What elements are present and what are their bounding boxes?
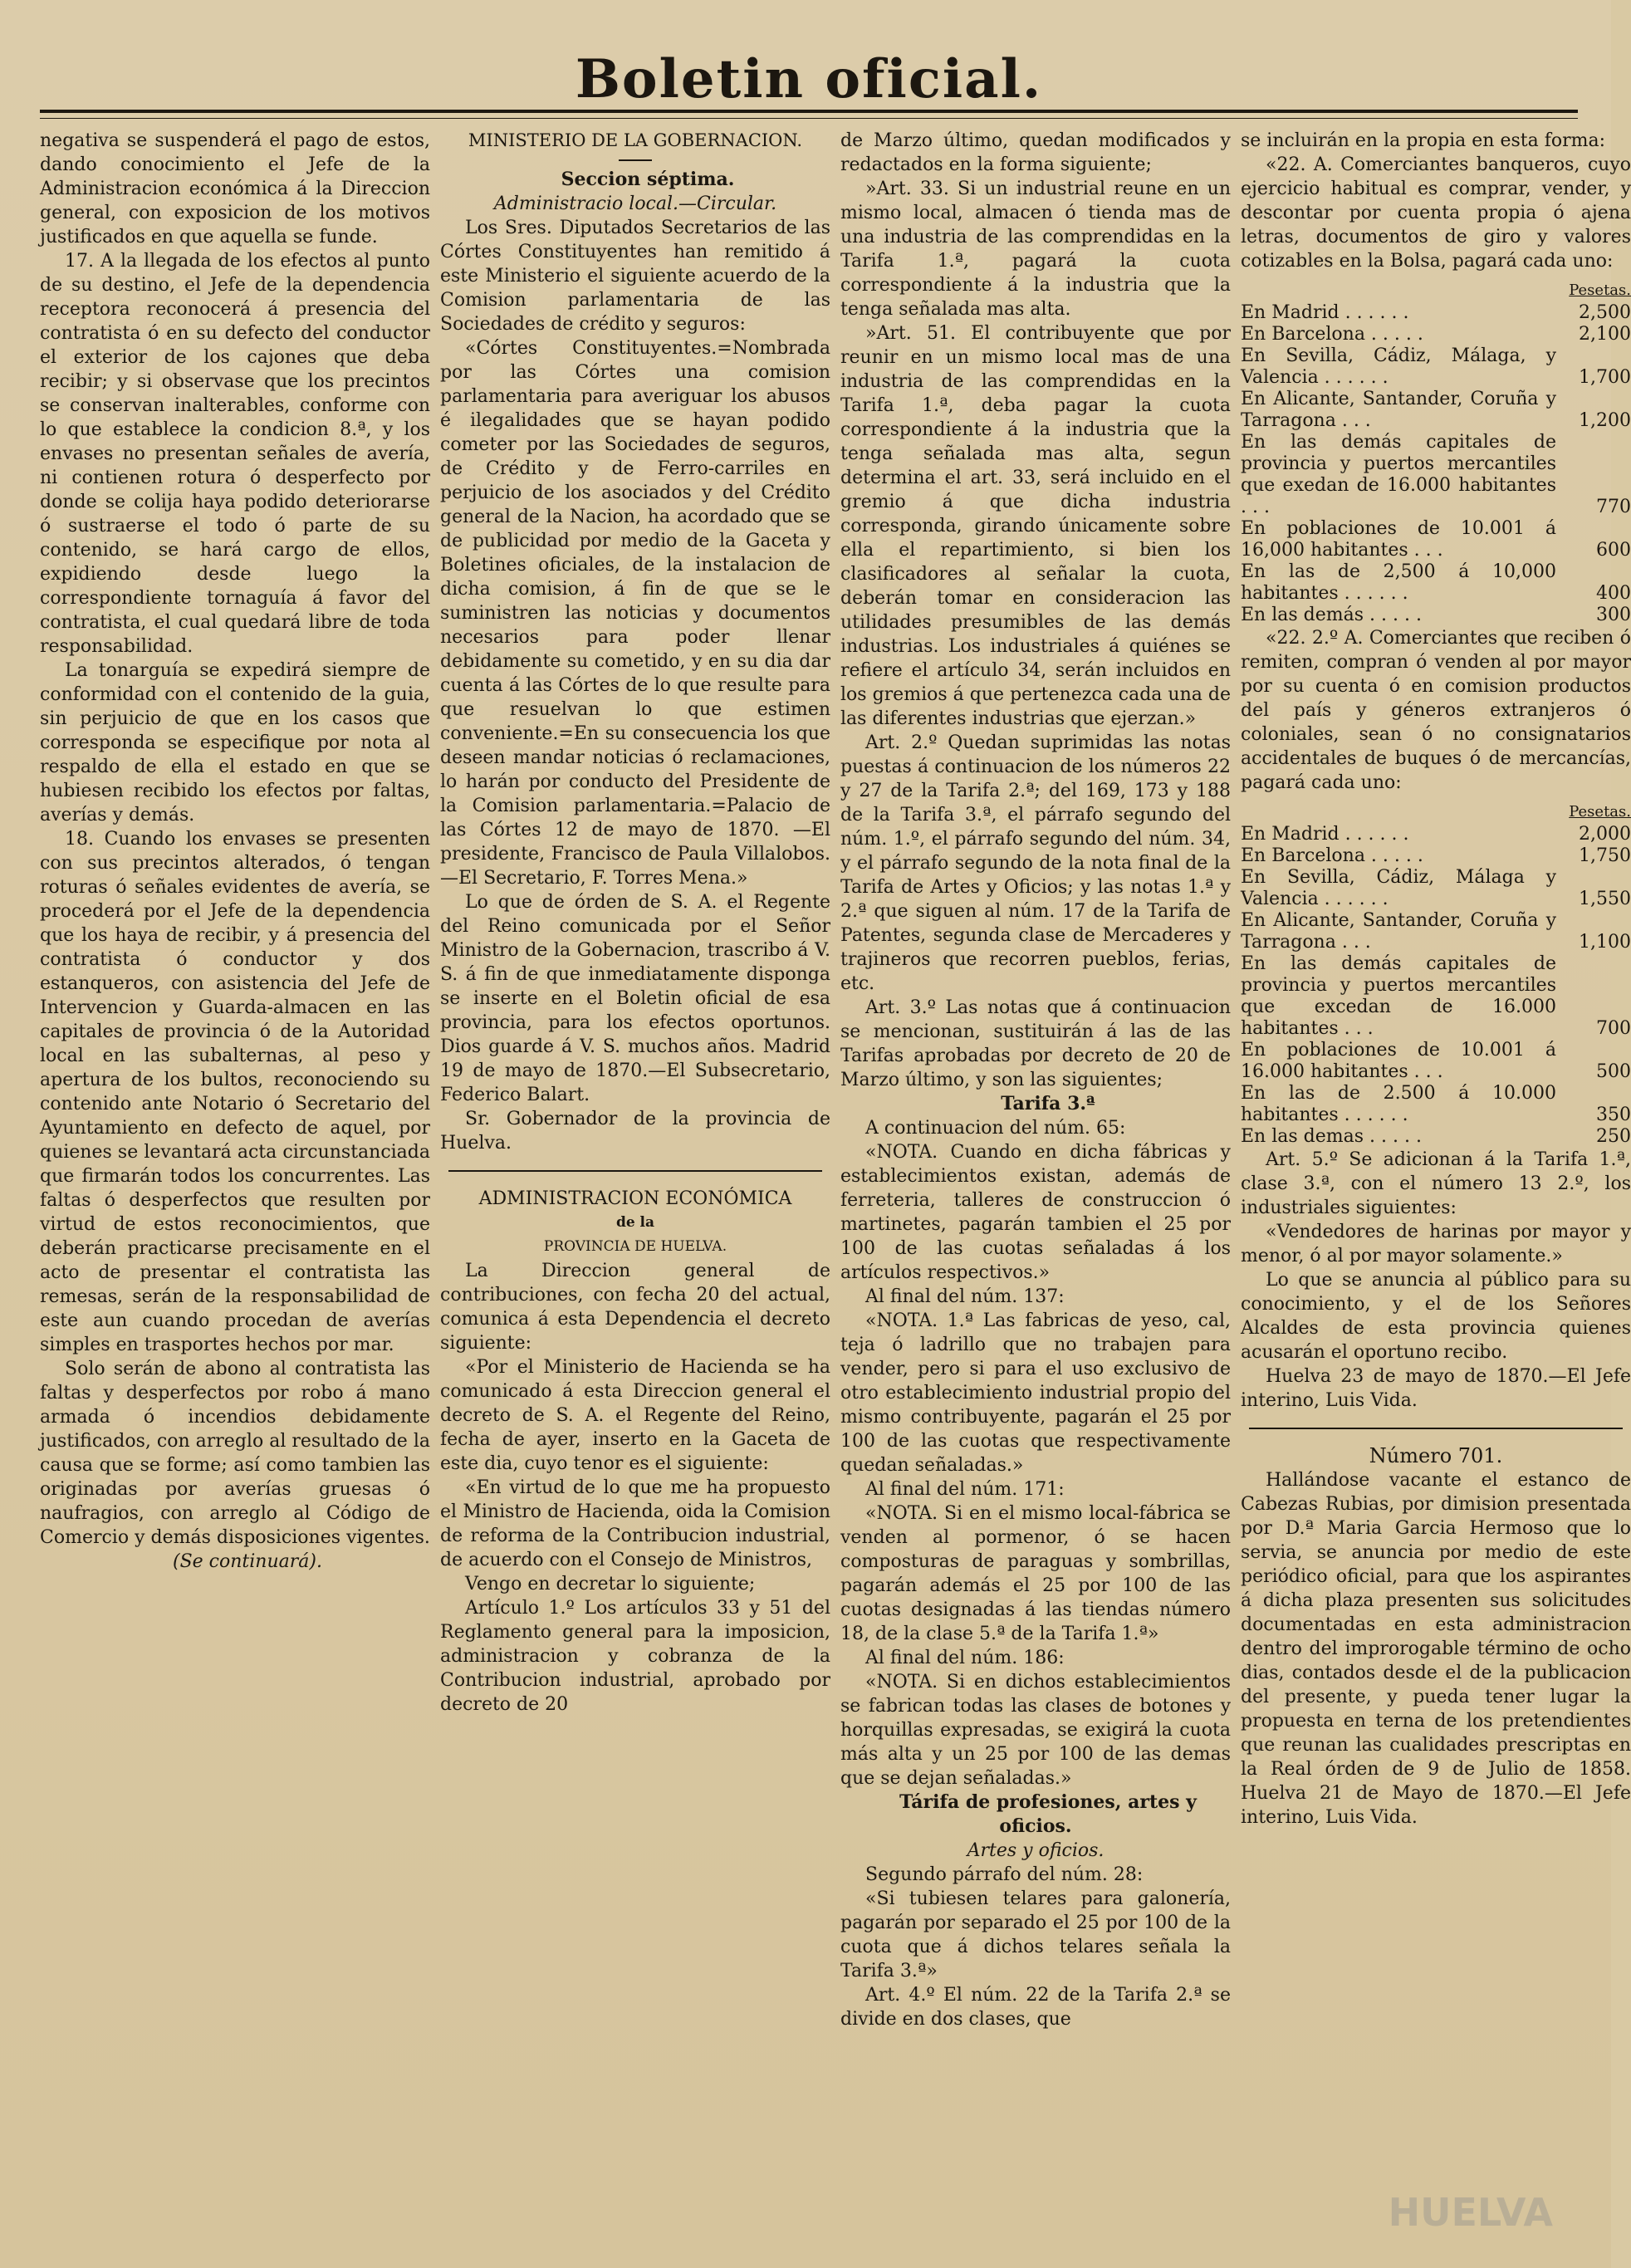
admin-province: PROVINCIA DE HUELVA.	[543, 1238, 727, 1255]
paragraph: A continuacion del núm. 65:	[865, 1118, 1126, 1139]
ministry-heading: MINISTERIO DE LA GOBERNACION.	[468, 130, 803, 150]
numero-heading: Número 701.	[1369, 1444, 1503, 1467]
table-cell-value: 400	[1596, 583, 1631, 604]
column-3	[840, 129, 1231, 2255]
watermark-label: HUELVA	[1388, 2190, 1553, 2235]
section-divider	[1249, 1428, 1623, 1429]
column-4	[1241, 129, 1631, 2255]
table-header: Pesetas.	[1569, 803, 1631, 820]
continue-note: (Se continuará).	[173, 1551, 322, 1572]
paragraph: La tonarguía se expedirá siempre de conformidad con el contenido de la guia, sin perjuicio de que en los casos que corresponda se especifique por nota al respaldo de ella el estado en que se hubiesen recibido los efectos por faltas, averías y demás.	[40, 660, 430, 825]
table-cell-label: En Barcelona . . . . .	[1241, 324, 1423, 345]
short-rule	[619, 159, 652, 161]
paragraph: Art. 5.º Se adicionan á la Tarifa 1.ª, clase 3.ª, con el número 13 2.º, los industriales siguientes:	[1241, 1149, 1631, 1218]
paragraph: negativa se suspenderá el pago de estos, dando conocimiento el Jefe de la Administracion económica á la Direccion general, con exposicion de los motivos justificados en que aquella se funde.	[40, 130, 430, 247]
table-row	[1241, 605, 1631, 626]
table-row	[1241, 1126, 1631, 1148]
table-cell-label: En las demás . . . . .	[1241, 605, 1422, 625]
paragraph: «NOTA. Si en dichos establecimientos se fabrican todas las clases de botones y horquillas expresadas, se exigirá la cuota más alta y un 25 por 100 de las demas que se dejan señaladas.»	[840, 1672, 1231, 1789]
table-row	[1241, 561, 1631, 605]
table-row	[1241, 845, 1631, 867]
table-cell-value: 300	[1596, 605, 1631, 625]
paragraph: Artículo 1.º Los artículos 33 y 51 del Reglamento general para la imposicion, administracion y cobranza de la Contribucion industrial, aprobado por decreto de 20	[440, 1598, 830, 1715]
paragraph: «En virtud de lo que me ha propuesto el Ministro de Hacienda, oida la Comision de reforma de la Contribucion industrial, de acuerdo con el Consejo de Ministros,	[440, 1477, 830, 1570]
table-cell-label: En las de 2,500 á 10,000 habitantes . . . . . .	[1241, 561, 1556, 604]
table-cell-value: 1,200	[1579, 410, 1631, 431]
table-cell-value: 2,000	[1579, 824, 1631, 845]
table-cell-label: En las demás capitales de provincia y puertos mercantiles que excedan de 16.000 habitantes . . .	[1241, 953, 1556, 1039]
table-cell-value: 250	[1596, 1126, 1631, 1147]
tarifa-profesiones-heading: Tárifa de profesiones, artes y oficios.	[899, 1791, 1197, 1837]
table-cell-label: En las de 2.500 á 10.000 habitantes . . . . . .	[1241, 1083, 1556, 1125]
table-cell-label: En Barcelona . . . . .	[1241, 845, 1423, 866]
paragraph: «Vendedores de harinas por mayor y menor, ó al por mayor solamente.»	[1241, 1222, 1631, 1266]
table-cell-label: En poblaciones de 10.001 á 16,000 habitantes . . .	[1241, 518, 1556, 561]
table-cell-label: En Alicante, Santander, Coruña y Tarragona . . .	[1241, 910, 1556, 953]
table-row	[1241, 867, 1631, 910]
table-cell-label: En las demás capitales de provincia y puertos mercantiles que exedan de 16.000 habitantes . . .	[1241, 432, 1556, 517]
paragraph: Solo serán de abono al contratista las faltas y desperfectos por robo á mano armada ó incendios debidamente justificados, con arreglo al resultado de la causa que se forme; así como tambien las originadas por averías gruesas ó naufragios, con arreglo al Código de Comercio y demás disposiciones vigentes.	[40, 1359, 430, 1548]
tariff-table-2	[1241, 824, 1631, 1148]
table-cell-label: En poblaciones de 10.001 á 16.000 habitantes . . .	[1241, 1040, 1556, 1082]
paragraph: de Marzo último, quedan modificados y redactados en la forma siguiente;	[840, 130, 1231, 175]
table-cell-value: 770	[1596, 497, 1631, 517]
table-cell-value: 1,750	[1579, 845, 1631, 866]
table-header: Pesetas.	[1569, 282, 1631, 299]
section-subtitle: Administracio local.—Circular.	[493, 193, 777, 214]
section-divider	[448, 1170, 822, 1172]
paragraph: «Por el Ministerio de Hacienda se ha comunicado á esta Direccion general el decreto de S. A. el Regente del Reino, fecha de ayer, inserto en la Gaceta de este dia, cuyo tenor es el siguiente:	[440, 1357, 830, 1474]
table-cell-value: 1,550	[1579, 889, 1631, 909]
paragraph: La Direccion general de contribuciones, con fecha 20 del actual, comunica á esta Dependencia el decreto siguiente:	[440, 1261, 830, 1354]
paragraph: se incluirán en la propia en esta forma:	[1241, 130, 1606, 151]
paragraph: Lo que de órden de S. A. el Regente del Reino comunicada por el Señor Ministro de la Gobernacion, trascribo á V. S. á fin de que inmediatamente disponga se inserte en el Boletin oficial de esa provincia, para los efectos oportunos. Dios guarde á V. S. muchos años. Madrid 19 de mayo de 1870.—El Subsecretario, Federico Balart.	[440, 892, 830, 1105]
huelva-watermark	[1354, 2085, 1553, 2235]
paragraph: Hallándose vacante el estanco de Cabezas Rubias, por dimision presentada por D.ª Maria Garcia Hermoso que lo servia, se anuncia por medio de este periódico oficial, para que los aspirantes á dicha plaza presenten sus solicitudes documentadas en esta administracion dentro del improrogable término de ocho dias, contados desde el de la publicacion del presente, y pueda tener lugar la propuesta en terna de los pretendientes que reunan las cualidades prescriptas en la Real órden de 9 de Julio de 1858. Huelva 21 de Mayo de 1870.—El Jefe interino, Luis Vida.	[1241, 1470, 1631, 1828]
tariff-table-1	[1241, 302, 1631, 626]
table-cell-label: En Madrid . . . . . .	[1241, 824, 1409, 845]
tarifa-heading: Tarifa 3.ª	[1001, 1093, 1095, 1114]
paragraph: 17. A la llegada de los efectos al punto de su destino, el Jefe de la dependencia receptora reconocerá á presencia del contratista ó en su defecto del conductor el exterior de los cajones que deba recibir; y si observase que los precintos se conservan inalterables, conforme con lo que establece la condicion 8.ª, y los envases no presentan señales de avería, ni contienen rotura ó desperfecto por donde se colija haya podido deteriorarse ó sustraerse el todo ó parte de su contenido, se hará cargo de ellos, expidiendo desde luego la correspondiente tornaguía á favor del contratista, el cual quedará libre de toda responsabilidad.	[40, 251, 430, 657]
table-cell-label: En Sevilla, Cádiz, Málaga y Valencia . . . . . .	[1241, 867, 1556, 909]
table-cell-label: En las demas . . . . .	[1241, 1126, 1422, 1147]
table-row	[1241, 1040, 1631, 1083]
paragraph: Vengo en decretar lo siguiente;	[465, 1574, 756, 1594]
admin-heading: ADMINISTRACION ECONÓMICA	[478, 1188, 792, 1209]
table-row	[1241, 824, 1631, 845]
column-1	[40, 129, 430, 2255]
table-row	[1241, 953, 1631, 1040]
paragraph: Al final del núm. 186:	[865, 1648, 1065, 1668]
paragraph: «22. A. Comerciantes banqueros, cuyo ejercicio habitual es comprar, vender, y descontar por cuenta propia ó ajena letras, documentos de giro y valores cotizables en la Bolsa, pagará cada uno:	[1241, 154, 1631, 272]
paragraph: Art. 2.º Quedan suprimidas las notas puestas á continuacion de los números 22 y 27 de la Tarifa 2.ª; del 169, 173 y 188 de la Tarifa 3.ª, el párrafo segundo del núm. 1.º, el párrafo segundo del núm. 34, y el párrafo segundo de la nota final de la Tarifa de Artes y Oficios; y las notas 1.ª y 2.ª que siguen al núm. 17 de la Tarifa de Patentes, segunda clase de Mercaderes y trajineros que recorren pueblos, ferias, etc.	[840, 732, 1231, 994]
paragraph: «NOTA. 1.ª Las fabricas de yeso, cal, teja ó ladrillo que no trabajen para vender, pero si para el uso exclusivo de otro establecimiento industrial propio del mismo contribuyente, pagarán el 25 por 100 de las cuotas que respectivamente quedan señaladas.»	[840, 1310, 1231, 1476]
paragraph: »Art. 33. Si un industrial reune en un mismo local, almacen ó tienda mas de una industria de las comprendidas en la Tarifa 1.ª, pagará la cuota correspondiente á la industria que la tenga señalada mas alta.	[840, 179, 1231, 320]
table-cell-value: 2,500	[1579, 302, 1631, 323]
columns	[40, 129, 1631, 2255]
admin-de-la: de la	[615, 1214, 655, 1231]
table-row	[1241, 389, 1631, 432]
paragraph: Art. 3.º Las notas que á continuacion se mencionan, sustituirán á las de las Tarifas aprobadas por decreto de 20 de Marzo último, y son las siguientes;	[840, 997, 1231, 1090]
table-cell-value: 500	[1596, 1061, 1631, 1082]
masthead-title: Boletin oficial.	[575, 48, 1043, 110]
paragraph: Segundo párrafo del núm. 28:	[865, 1864, 1144, 1885]
paragraph: 18. Cuando los envases se presenten con sus precintos alterados, ó tengan roturas ó señales evidentes de avería, se procederá por el Jefe de la dependencia que los haya de recibir, y á presencia del contratista ó conductor y dos estanqueros, con asistencia del Jefe de Intervencion y Guarda-almacen en las capitales de provincia ó de la Autoridad local en las subalternas, al peso y apertura de los bultos, reconociendo su contenido ante Notario ó Secretario del Ayuntamiento en defecto de aquel, por quienes se levantará acta circunstanciada que firmarán todos los concurrentes. Las faltas ó desperfectos que resulten por virtud de estos reconocimientos, que deberán practicarse precisamente en el acto de presentar el contratista las remesas, serán de la responsabilidad de este aun cuando procedan de averías simples en trasportes hechos por mar.	[40, 829, 430, 1355]
table-cell-value: 1,100	[1579, 932, 1631, 953]
paragraph: «NOTA. Si en el mismo local-fábrica se venden al pormenor, ó se hacen composturas de paraguas y sombrillas, pagarán además el 25 por 100 de las cuotas designadas á las tiendas número 18, de la clase 5.ª de la Tarifa 1.ª»	[840, 1503, 1231, 1644]
paragraph: Los Sres. Diputados Secretarios de las Córtes Constituyentes han remitido á este Ministerio el siguiente acuerdo de la Comision parlamentaria de las Sociedades de crédito y seguros:	[440, 218, 830, 335]
paragraph: Sr. Gobernador de la provincia de Huelva.	[440, 1109, 830, 1154]
masthead	[40, 33, 1578, 110]
paragraph: «22. 2.º A. Comerciantes que reciben ó remiten, compran ó venden al por mayor por su cuenta ó en comision productos del país y géneros extranjeros ó coloniales, sean ó no consignatarios accidentales de buques ó de mercancías, pagará cada uno:	[1241, 628, 1631, 793]
table-cell-label: En Madrid . . . . . .	[1241, 302, 1409, 323]
masthead-rule	[40, 110, 1578, 119]
table-row	[1241, 1083, 1631, 1126]
column-2	[440, 129, 830, 2255]
table-row	[1241, 432, 1631, 518]
paragraph: Lo que se anuncia al público para su conocimiento, y el de los Señores Alcaldes de esta provincia quienes acusarán el oportuno recibo.	[1241, 1270, 1631, 1363]
paragraph: »Art. 51. El contribuyente que por reunir en un mismo local mas de una industria de las comprendidas en la Tarifa 1.ª, deba pagar la cuota correspondiente á la industria que la tenga señalada mas alta, segun determina el art. 33, será incluido en el gremio á que dicha industria corresponda, girando únicamente sobre ella el repartimiento, si bien los clasificadores al señalar la cuota, deberán tomar en consideracion las utilidades presumibles de las demás industrias. Los industriales á quiénes se refiere el artículo 34, serán incluidos en los gremios á que pertenezca cada una de las diferentes industrias que ejerzan.»	[840, 323, 1231, 729]
paragraph: «Córtes Constituyentes.=Nombrada por las Córtes una comision parlamentaria para averiguar los abusos é ilegalidades que se hayan podido cometer por las Sociedades de seguros, de Crédito y de Ferro-carriles en perjuicio de los asociados y del Crédito general de la Nacion, ha acordado que se de publicidad por medio de la Gaceta y Boletines oficiales, de la instalacion de dicha comision, á fin de que se le suministren las noticias y documentos necesarios para poder llenar debidamente su cometido, y en su dia dar cuenta á las Córtes de lo que resulte para que resuelvan lo que estimen conveniente.=En su consecuencia los que deseen mandar noticias ó reclamaciones, lo harán por conducto del Presidente de la Comision parlamentaria.=Palacio de las Córtes 12 de mayo de 1870. —El presidente, Francisco de Paula Villalobos.—El Secretario, F. Torres Mena.»	[440, 338, 830, 889]
table-cell-value: 2,100	[1579, 324, 1631, 345]
table-cell-value: 350	[1596, 1105, 1631, 1125]
table-row	[1241, 910, 1631, 953]
paragraph: Al final del núm. 171:	[865, 1479, 1065, 1500]
paragraph: Al final del núm. 137:	[865, 1286, 1065, 1307]
table-row	[1241, 345, 1631, 389]
table-cell-value: 1,700	[1579, 367, 1631, 388]
table-cell-value: 600	[1596, 540, 1631, 561]
paragraph: «NOTA. Cuando en dicha fábricas y establecimientos existan, además de ferreteria, talleres de construccion ó martinetes, pagarán tambien el 25 por 100 de las cuotas señaladas á los artículos respectivos.»	[840, 1142, 1231, 1283]
section-heading: Seccion séptima.	[561, 169, 735, 190]
artes-oficios-heading: Artes y oficios.	[967, 1840, 1104, 1861]
paragraph: Art. 4.º El núm. 22 de la Tarifa 2.ª se divide en dos clases, que	[840, 1985, 1231, 2030]
table-cell-value: 700	[1596, 1018, 1631, 1039]
paragraph: «Si tubiesen telares para galonería, pagarán por separado el 25 por 100 de la cuota que á dichos telares señala la Tarifa 3.ª»	[840, 1888, 1231, 1981]
table-cell-label: En Alicante, Santander, Coruña y Tarragona . . .	[1241, 389, 1556, 431]
paragraph: Huelva 23 de mayo de 1870.—El Jefe interino, Luis Vida.	[1241, 1366, 1631, 1411]
table-cell-label: En Sevilla, Cádiz, Málaga, y Valencia . . . . . .	[1241, 345, 1556, 388]
table-row	[1241, 518, 1631, 561]
table-row	[1241, 324, 1631, 345]
table-row	[1241, 302, 1631, 324]
